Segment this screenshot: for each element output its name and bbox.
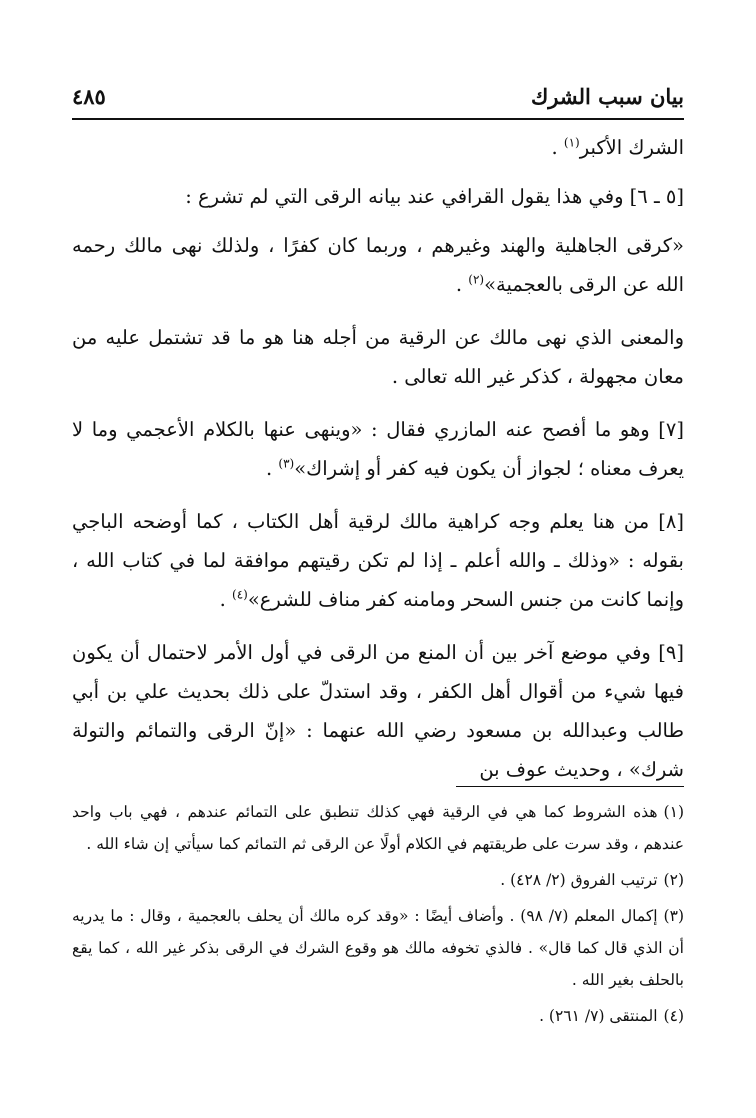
footnote-text: هذه الشروط كما هي في الرقية فهي كذلك تنطبق على التمائم عندهم ، فهي باب واحد عندهم ، وقد سرت على طريقتهم في الكلام أولًا عن الرقى ثم التمائم كما سيأتي إن شاء الله . [72, 803, 684, 853]
footnote-reference: (١) [563, 135, 580, 150]
footnotes [72, 796, 684, 1036]
paragraph-text: [٩] وفي موضع آخر بين أن المنع من الرقى في أول الأمر لاحتمال أن يكون فيها شيء من أقوال أهل الكفر ، وقد استدلّ على ذلك بحديث علي بن أبي طالب وعبدالله بن مسعود رضي الله عنهما : «إنّ الرقى والتمائم والتولة شرك» ، وحديث عوف بن [72, 641, 684, 781]
paragraph-tail: . [265, 457, 279, 480]
page-number: ٤٨٥ [72, 84, 106, 109]
footnote-reference: (٣) [278, 456, 295, 471]
footnote [72, 864, 684, 896]
footnote [72, 1000, 684, 1032]
footnote-separator [456, 786, 684, 787]
paragraph-text: [٨] من هنا يعلم وجه كراهية مالك لرقية أهل الكتاب ، كما أوضحه الباجي بقوله : «وذلك ـ والله أعلم ـ إذا لم تكن رقيتهم موافقة لما في كتاب الله ، وإنما كانت من جنس السحر ومامنه كفر مناف للشرع» [72, 510, 684, 611]
footnote [72, 796, 684, 860]
footnote-text: المنتقى (٧/ ٢٦١) . [539, 1007, 658, 1025]
footnote-number: (٢) [663, 871, 684, 889]
paragraph [72, 410, 684, 488]
footnote-text: ترتيب الفروق (٢/ ٤٢٨) . [500, 871, 658, 889]
footnote-reference: (٢) [468, 272, 485, 287]
paragraph-text: والمعنى الذي نهى مالك عن الرقية من أجله هنا هو ما قد تشتمل عليه من معان مجهولة ، كذكر غير الله تعالى . [72, 326, 684, 388]
paragraph [72, 502, 684, 619]
footnote-text: إكمال المعلم (٧/ ٩٨) . وأضاف أيضًا : «وقد كره مالك أن يحلف بالعجمية ، وقال : ما يدريه أن الذي قال كما قال» . فالذي تخوفه مالك هو وقوع الشرك في الرقى بذكر غير الله ، كما يقع بالحلف بغير الله . [72, 907, 684, 989]
header-rule [72, 118, 684, 120]
paragraph [72, 128, 684, 167]
footnote [72, 900, 684, 996]
paragraph [72, 177, 684, 216]
page-header [72, 82, 684, 118]
paragraph [72, 318, 684, 396]
footnote-reference: (٤) [232, 587, 248, 602]
paragraph-tail: . [455, 273, 469, 296]
paragraph [72, 633, 684, 789]
main-text [72, 128, 684, 803]
footnote-number: (٣) [663, 907, 684, 925]
running-title: بيان سبب الشرك [530, 84, 684, 109]
footnote-number: (١) [663, 803, 684, 821]
paragraph-text: «كرقى الجاهلية والهند وغيرهم ، وربما كان كفرًا ، ولذلك نهى مالك رحمه الله عن الرقى بالعجمية» [72, 234, 684, 296]
footnote-number: (٤) [663, 1007, 684, 1025]
paragraph-text: الشرك الأكبر [579, 136, 684, 159]
paragraph-text: [٥ ـ ٦] وفي هذا يقول القرافي عند بيانه الرقى التي لم تشرع : [185, 185, 684, 208]
paragraph [72, 226, 684, 304]
paragraph-tail: . [219, 588, 233, 611]
paragraph-text: [٧] وهو ما أفصح عنه المازري فقال : «وينهى عنها بالكلام الأعجمي وما لا يعرف معناه ؛ لجواز أن يكون فيه كفر أو إشراك» [72, 418, 684, 480]
paragraph-tail: . [551, 136, 564, 159]
